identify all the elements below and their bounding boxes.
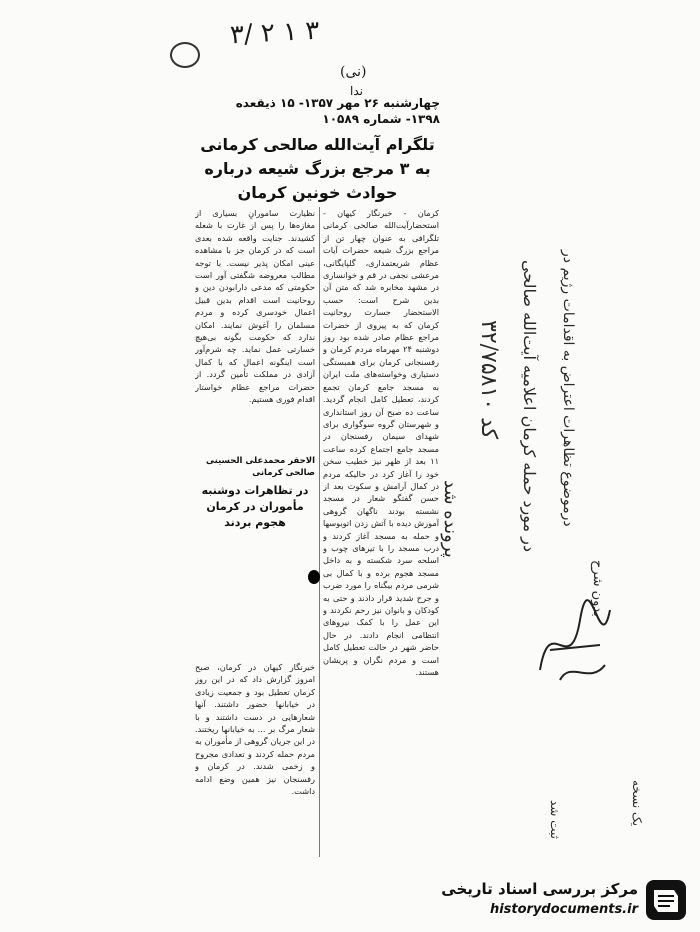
article-column-right: کرمان - خبرنگار کیهان - استحضارآیت‌الله صالحی کرمانی تلگرافی به عنوان چهار تن از مراجع بزرگ شیعه حضرات آیات عظام شریعتمداری، گلپایگانی، مرعشی نجفی در قم و خوانساری در مشهد مخابره شد که متن آن بدین شرح است: حسب الاستحضار جسارت روحانیت کرمان که به پیروی از حضرات مراجع عظام صادر شده بود روز دوشنبه ۲۴ مهرماه مردم کرمان و رفسنجانی کرمان برای همبستگی دستیاری وخواسته‌های ملت ایران به مسجد جامع کرمان تجمع کردند، تعطیل کامل انجام گردید. ساعت ده صبح آن روز استانداری و شهرستان گروه سوگواری برای شهدای سیمان رفسنجان در مسجد جامع اجتماع کرده ساعت ۱۱ بعد از ظهر نیز خطیب سخن خود را آغاز کرد در حالیکه مردم در کمال آرامش و سکوت بعد از حسن گفتگو شعار در مسجد نشسته بودند ناگهان گروهی آموزش دیده با آتش زدن اتوبوسها و حمله به مسجد آغاز کردند و درب مسجد را با تیرهای چوب و اسلحه سرد شکسته و به داخل مسجد هجوم برده و با کمال بی شرمی مردم بیگناه را مورد ضرب و جرح شدید قرار دادند و حتی به کودکان و بانوان نیز رحم نکردند و این عمل را با کمک نیروهای انتظامی انجام دادند. در حال حاضر شهر در حالت تعطیل کامل است و مردم نگران و پریشان هستند. xyxy=(323,208,439,678)
handwritten-number: ۳/ ۲ ۱ ۳ xyxy=(229,15,321,51)
clipping-date-line: چهارشنبه ۲۶ مهر ۱۳۵۷- ۱۵ ذیقعده ۱۳۹۸- شماره ۱۰۵۸۹ xyxy=(235,96,440,126)
archive-logo-icon xyxy=(644,878,688,922)
handwritten-note: (نی) xyxy=(340,64,367,80)
archive-watermark xyxy=(420,876,690,926)
watermark-title: مرکز بررسی اسناد تاریخی xyxy=(441,880,638,898)
margin-note-4: پرونده شد xyxy=(440,480,461,558)
margin-note-code: کد ۳۲/۷۵۸۱۰ xyxy=(476,320,501,440)
newspaper-clipping xyxy=(195,95,440,863)
signature-scribble xyxy=(530,590,620,690)
margin-note-2: در مورد حمله کرمان اعلامیه آیت‌الله صالحی xyxy=(520,260,539,553)
sub-headline: در تظاهرات دوشنبه مأموران در کرمان هجوم بردند xyxy=(201,484,309,529)
margin-note-5: بدون شرح xyxy=(590,560,605,617)
clipping-headline: تلگرام آیت‌الله صالحی کرمانی به ۳ مرجع بزرگ شیعه درباره حوادث خونین کرمان xyxy=(200,135,435,202)
handwritten-circle xyxy=(170,42,200,68)
margin-note-7: ثبت شد xyxy=(548,800,562,839)
article-signoff: الاحقر محمدعلی الحسینی صالحی کرمانی xyxy=(206,456,315,478)
article-column-left-lower: خبرنگار کیهان در کرمان، صبح امروز گزارش داد که در این روز کرمان تعطیل بود و جمعیت زیادی در خیابانها حضور داشتند. آنها شعارهایی در دست داشتند و با شعار مرگ بر ... به خیابانها ریختند. در این جریان گروهی از مأموران به مردم حمله کردند و تعدادی مجروح و زخمی شدند. در کرمان و رفسنجان نیز همین وضع ادامه داشت. xyxy=(195,662,315,797)
handwritten-note-2: ندا xyxy=(350,84,363,98)
watermark-url: historydocuments.ir xyxy=(489,902,638,917)
margin-note-6: یک نسخه xyxy=(630,780,644,827)
article-column-left: نظیارت سامورانِ بسیاری از مغازه‌ها را پس از غارت با شعله کشیدند. جنایت واقعه شده بعدی است که در کرمان جز با مشاهده عینی امکان پذیر نیست. با توجه مطالب معروضه شگفتی آور است حکومتی که مدعی دارابودن دین و روحانیت است اقدام بدین قبیل اعمال خودسری کرده و مردم مسلمان را آغوش نمایند. امکان ندارد که حکومت بگونه بی‌هیچ خسارتی عمل نماید. چه شرم‌آور است اینگونه اعمال که با کمال آزادی در مملکت تأمین گردد. از حضرات مراجع عظام خواستار اقدام فوری هستیم. xyxy=(195,208,315,405)
ink-blot xyxy=(308,570,320,584)
column-divider xyxy=(319,207,320,857)
margin-note-1: درموضوع تظاهرات اعتراض به اقدامات رژیم در xyxy=(560,250,576,527)
